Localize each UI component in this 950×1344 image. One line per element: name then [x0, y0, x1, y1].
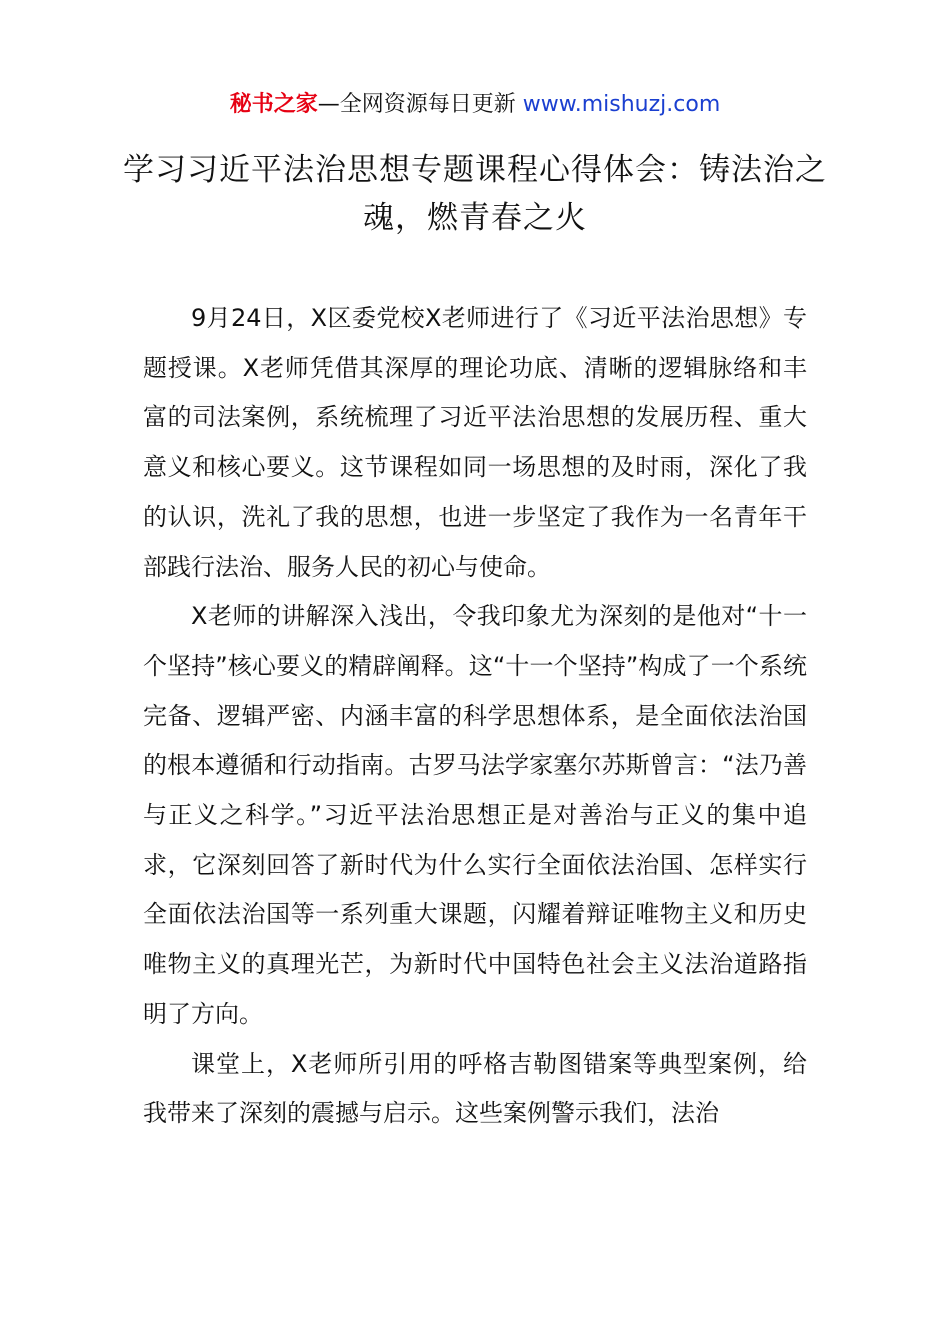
site-header — [0, 90, 950, 120]
site-url-link[interactable]: www.mishuzj.com — [522, 92, 721, 117]
paragraph: 课堂上，X老师所引用的呼格吉勒图错案等典型案例，给我带来了深刻的震撼与启示。这些案例警示我们，法治 — [143, 1049, 807, 1128]
site-brand: 秘书之家 — [229, 92, 318, 117]
article-body — [143, 294, 807, 1139]
paragraph: 9月24日，X区委党校X老师进行了《习近平法治思想》专题授课。X老师凭借其深厚的理论功底、清晰的逻辑脉络和丰富的司法案例，系统梳理了习近平法治思想的发展历程、重大意义和核心要义。这节课程如同一场思想的及时雨，深化了我的认识，洗礼了我的思想，也进一步坚定了我作为一名青年干部践行法治、服务人民的初心与使命。 — [143, 304, 807, 581]
paragraph: X老师的讲解深入浅出，令我印象尤为深刻的是他对“十一个坚持”核心要义的精辟阐释。这“十一个坚持”构成了一个系统完备、逻辑严密、内涵丰富的科学思想体系，是全面依法治国的根本遵循和行动指南。古罗马法学家塞尔苏斯曾言：“法乃善与正义之科学。”习近平法治思想正是对善治与正义的集中追求，它深刻回答了新时代为什么实行全面依法治国、怎样实行全面依法治国等一系列重大课题，闪耀着辩证唯物主义和历史唯物主义的真理光芒，为新时代中国特色社会主义法治道路指明了方向。 — [143, 602, 807, 1028]
site-tagline: —全网资源每日更新 — [317, 92, 523, 117]
article-title: 学习习近平法治思想专题课程心得体会：铸法治之魂，燃青春之火 — [123, 152, 827, 236]
